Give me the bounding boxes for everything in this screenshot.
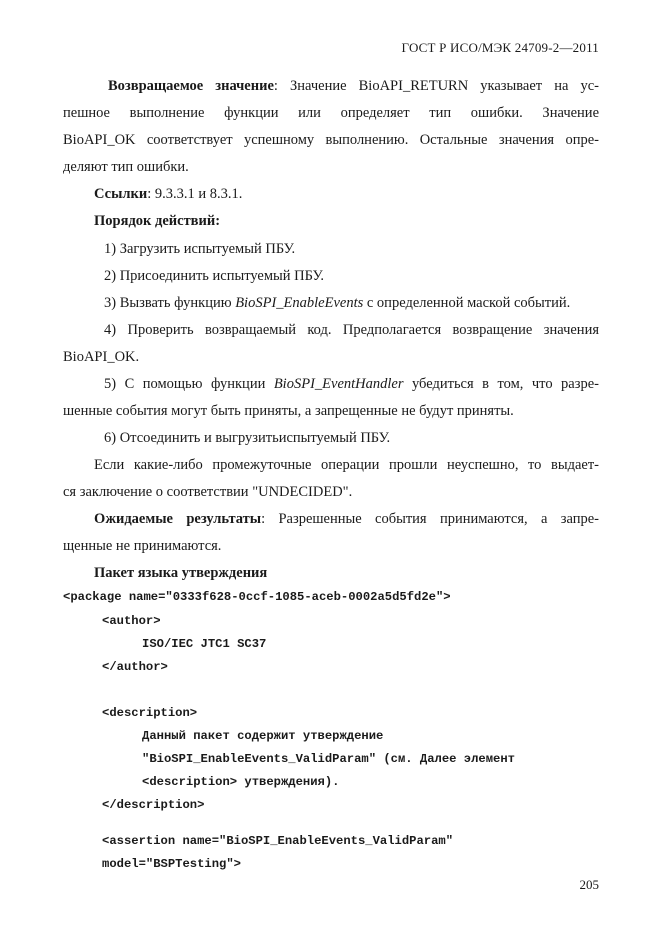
procedure-title-text: Порядок действий: <box>94 213 221 229</box>
package-title-text: Пакет языка утверждения <box>94 565 268 581</box>
step-4-line-1: 4) Проверить возвращаемый код. Предполагается возвращение значения <box>104 322 599 338</box>
code-line-5: <description> <box>102 706 198 720</box>
return-value-line-2: пешное выполнение функции или определяет тип ошибки. Значение <box>63 105 599 121</box>
return-value-line-1 <box>108 77 599 95</box>
step-5-pre: 5) С помощью функции <box>104 376 274 392</box>
code-line-2: <author> <box>102 614 161 628</box>
failure-note-line-2: ся заключение о соответствии "UNDECIDED". <box>63 484 353 500</box>
step-2: 2) Присоединить испытуемый ПБУ. <box>104 268 324 284</box>
step-5-line-2: шенные события могут быть приняты, а запрещенные не будут приняты. <box>63 403 514 419</box>
page-number: 205 <box>579 877 599 892</box>
step-3-post: с определенной маской событий. <box>363 295 571 311</box>
return-value-line-3: BioAPI_OK соответствует успешному выполнению. Остальные значения опре- <box>63 132 599 148</box>
step-5-line-1 <box>104 375 599 393</box>
step-5-post: убедиться в том, что разре- <box>403 376 599 392</box>
step-3 <box>104 294 570 312</box>
code-line-7: "BioSPI_EnableEvents_ValidParam" (см. Далее элемент <box>142 752 515 766</box>
code-line-4: </author> <box>102 660 168 674</box>
code-line-6: Данный пакет содержит утверждение <box>142 729 384 743</box>
code-line-11: model="BSPTesting"> <box>102 857 241 871</box>
code-line-10: <assertion name="BioSPI_EnableEvents_ValidParam" <box>102 834 454 848</box>
code-line-3: ISO/IEC JTC1 SC37 <box>142 637 267 651</box>
step-3-pre: 3) Вызвать функцию <box>104 295 236 311</box>
return-value-text-1: : Значение BioAPI_RETURN указывает на ус- <box>273 78 599 94</box>
expected-line-2: щенные не принимаются. <box>63 538 222 554</box>
references-text: : 9.3.3.1 и 8.3.1. <box>147 186 243 202</box>
step-4-line-2: BioAPI_OK. <box>63 349 140 365</box>
references-label: Ссылки <box>94 186 148 202</box>
step-6: 6) Отсоединить и выгрузитьиспытуемый ПБУ. <box>104 430 391 446</box>
procedure-title <box>94 212 220 230</box>
return-value-label: Возвращаемое значение <box>108 78 274 94</box>
expected-label: Ожидаемые результаты <box>94 511 262 527</box>
package-title <box>94 564 267 582</box>
references-line <box>94 185 242 203</box>
page-header: ГОСТ Р ИСО/МЭК 24709-2—2011 <box>401 40 599 55</box>
step-3-function: BioSPI_EnableEvents <box>235 295 364 311</box>
failure-note-line-1: Если какие-либо промежуточные операции прошли неуспешно, то выдает- <box>94 457 599 473</box>
expected-text-1: : Разрешенные события принимаются, а запре- <box>261 511 599 527</box>
step-5-function: BioSPI_EventHandler <box>273 376 404 392</box>
code-line-1: <package name="0333f628-0ccf-1085-aceb-0002a5d5fd2e"> <box>63 590 451 604</box>
return-value-line-4: деляют тип ошибки. <box>63 159 189 175</box>
code-line-9: </description> <box>102 798 205 812</box>
code-line-8: <description> утверждения). <box>142 775 340 789</box>
expected-line-1 <box>94 510 599 528</box>
step-1: 1) Загрузить испытуемый ПБУ. <box>104 241 296 257</box>
